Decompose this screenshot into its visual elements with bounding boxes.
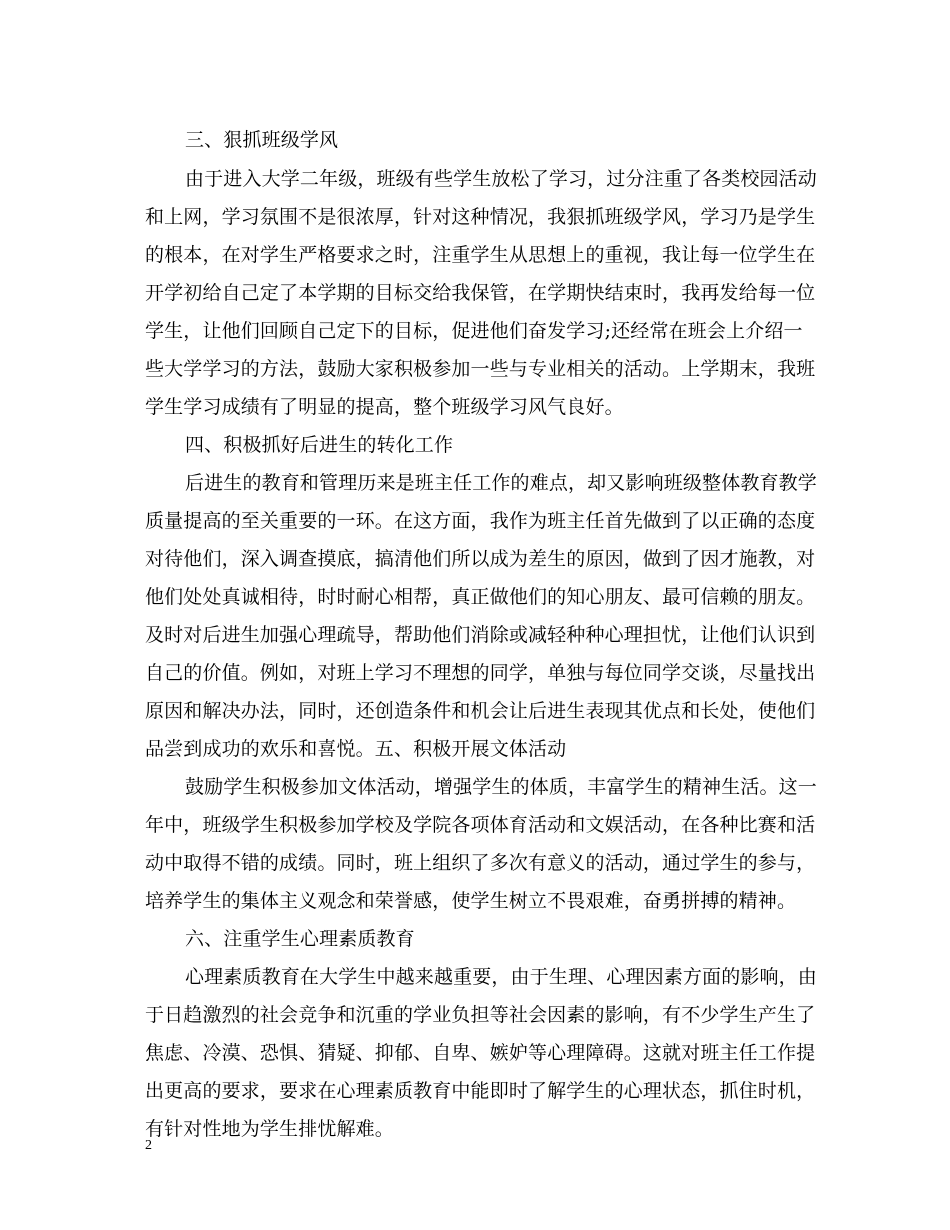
heading-section-3: 三、狠抓班级学风 — [185, 129, 339, 151]
paragraph-line: 出更高的要求，要求在心理素质教育中能即时了解学生的心理状态，抓住时机， — [145, 1080, 816, 1102]
paragraph-line: 原因和解决办法，同时，还创造条件和机会让后进生表现其优点和长处，使他们 — [145, 700, 816, 722]
paragraph-line: 和上网，学习氛围不是很浓厚，针对这种情况，我狠抓班级学风，学习乃是学生 — [145, 206, 816, 228]
paragraph-line: 有针对性地为学生排忧解难。 — [145, 1118, 394, 1140]
paragraph-line: 心理素质教育在大学生中越来越重要，由于生理、心理因素方面的影响，由 — [185, 966, 817, 988]
paragraph-line: 于日趋激烈的社会竞争和沉重的学业负担等社会因素的影响，有不少学生产生了 — [145, 1004, 816, 1026]
heading-section-4: 四、积极抓好后进生的转化工作 — [185, 434, 454, 456]
paragraph-line: 及时对后进生加强心理疏导，帮助他们消除或减轻种种心理担忧，让他们认识到 — [145, 624, 816, 646]
paragraph-line: 质量提高的至关重要的一环。在这方面，我作为班主任首先做到了以正确的态度 — [145, 510, 816, 532]
paragraph-line: 他们处处真诚相待，时时耐心相帮，真正做他们的知心朋友、最可信赖的朋友。 — [145, 586, 816, 608]
heading-section-6: 六、注重学生心理素质教育 — [185, 928, 415, 950]
paragraph-line: 动中取得不错的成绩。同时，班上组织了多次有意义的活动，通过学生的参与， — [145, 852, 816, 874]
paragraph-line: 开学初给自己定了本学期的目标交给我保管，在学期快结束时，我再发给每一位 — [145, 282, 816, 304]
paragraph-line: 学生学习成绩有了明显的提高，整个班级学习风气良好。 — [145, 396, 624, 418]
paragraph-line: 对待他们，深入调查摸底，搞清他们所以成为差生的原因，做到了因才施教，对 — [145, 548, 816, 570]
paragraph-line: 焦虑、冷漠、恐惧、猜疑、抑郁、自卑、嫉妒等心理障碍。这就对班主任工作提 — [145, 1042, 816, 1064]
paragraph-line: 些大学学习的方法，鼓励大家积极参加一些与专业相关的活动。上学期末，我班 — [145, 358, 816, 380]
paragraph-line: 年中，班级学生积极参加学校及学院各项体育活动和文娱活动，在各种比赛和活 — [145, 814, 816, 836]
paragraph-line: 学生，让他们回顾自己定下的目标，促进他们奋发学习;还经常在班会上介绍一 — [145, 320, 803, 342]
paragraph-line: 由于进入大学二年级，班级有些学生放松了学习，过分注重了各类校园活动 — [185, 168, 817, 190]
paragraph-line: 培养学生的集体主义观念和荣誉感，使学生树立不畏艰难，奋勇拼搏的精神。 — [145, 890, 797, 912]
paragraph-line: 自己的价值。例如，对班上学习不理想的同学，单独与每位同学交谈，尽量找出 — [145, 662, 816, 684]
paragraph-line: 的根本，在对学生严格要求之时，注重学生从思想上的重视，我让每一位学生在 — [145, 244, 816, 266]
paragraph-line: 后进生的教育和管理历来是班主任工作的难点，却又影响班级整体教育教学 — [185, 472, 817, 494]
paragraph-line: 鼓励学生积极参加文体活动，增强学生的体质，丰富学生的精神生活。这一 — [185, 776, 817, 798]
page-number: 2 — [145, 1138, 152, 1153]
paragraph-line: 品尝到成功的欢乐和喜悦。五、积极开展文体活动 — [145, 738, 567, 760]
